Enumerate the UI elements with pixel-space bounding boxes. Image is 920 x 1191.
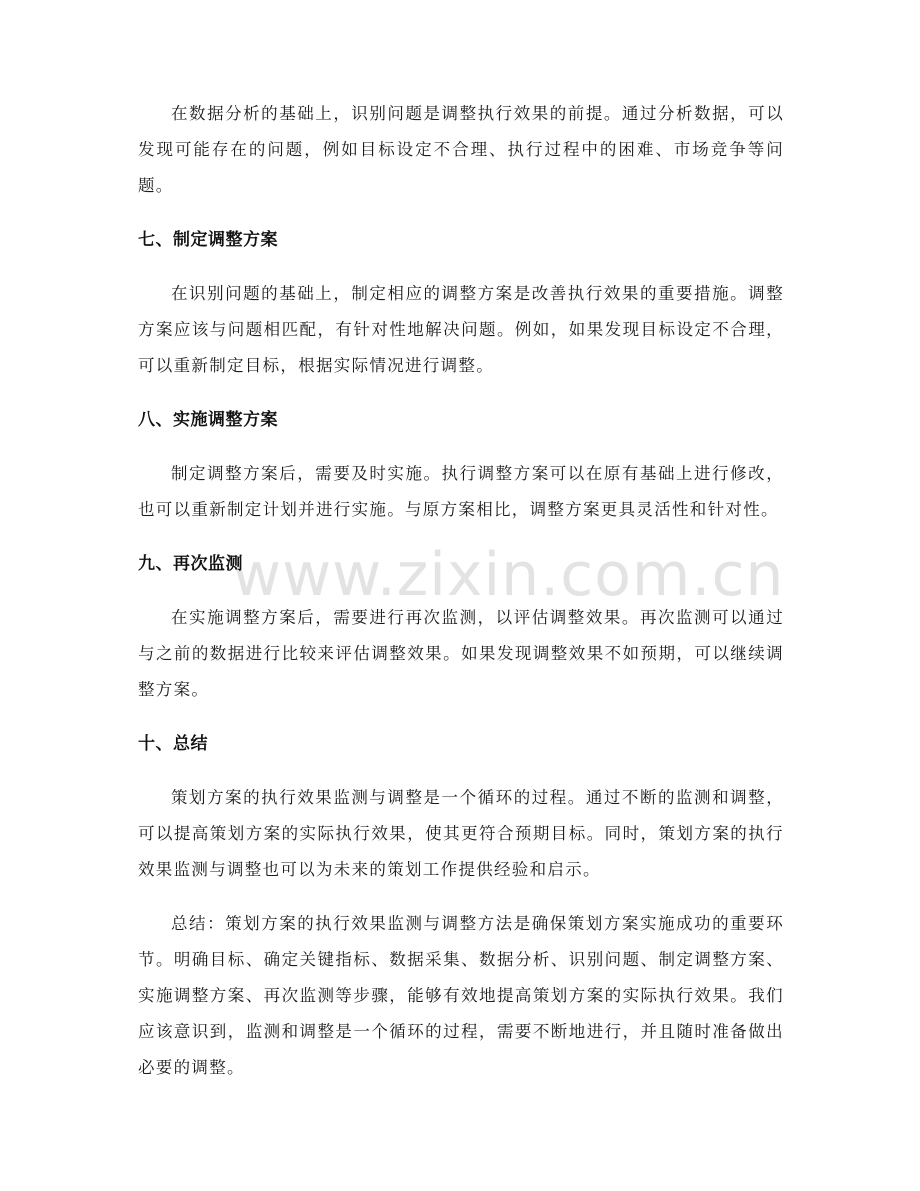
summary-paragraph: 总结：策划方案的执行效果监测与调整方法是确保策划方案实施成功的重要环节。明确目标、确定关键指标、数据采集、数据分析、识别问题、制定调整方案、实施调整方案、再次监测等步骤，能够有效地提高策划方案的实际执行效果。我们应该意识到，监测和调整是一个循环的过程，需要不断地进行，并且随时准备做出必要的调整。 [138, 914, 784, 1077]
intro-paragraph: 在数据分析的基础上，识别问题是调整执行效果的前提。通过分析数据，可以发现可能存在的问题，例如目标设定不合理、执行过程中的困难、市场竞争等问题。 [138, 104, 784, 195]
section-10-paragraph-1: 策划方案的执行效果监测与调整是一个循环的过程。通过不断的监测和调整，可以提高策划方案的实际执行效果，使其更符合预期目标。同时，策划方案的执行效果监测与调整也可以为未来的策划工作提供经验和启示。 [138, 788, 784, 879]
section-heading-9: 九、再次监测 [138, 554, 243, 574]
section-heading-7: 七、制定调整方案 [138, 230, 278, 250]
document-body [138, 96, 784, 1086]
watermark: www.zixin.com.cn [232, 540, 785, 610]
section-heading-10: 十、总结 [138, 734, 208, 754]
section-7-paragraph: 在识别问题的基础上，制定相应的调整方案是改善执行效果的重要措施。调整方案应该与问题相匹配，有针对性地解决问题。例如，如果发现目标设定不合理，可以重新制定目标，根据实际情况进行调整。 [138, 284, 784, 375]
section-8-paragraph: 制定调整方案后，需要及时实施。执行调整方案可以在原有基础上进行修改，也可以重新制定计划并进行实施。与原方案相比，调整方案更具灵活性和针对性。 [138, 464, 784, 519]
section-heading-8: 八、实施调整方案 [138, 410, 278, 430]
section-9-paragraph: 在实施调整方案后，需要进行再次监测，以评估调整效果。再次监测可以通过与之前的数据进行比较来评估调整效果。如果发现调整效果不如预期，可以继续调整方案。 [138, 608, 784, 699]
